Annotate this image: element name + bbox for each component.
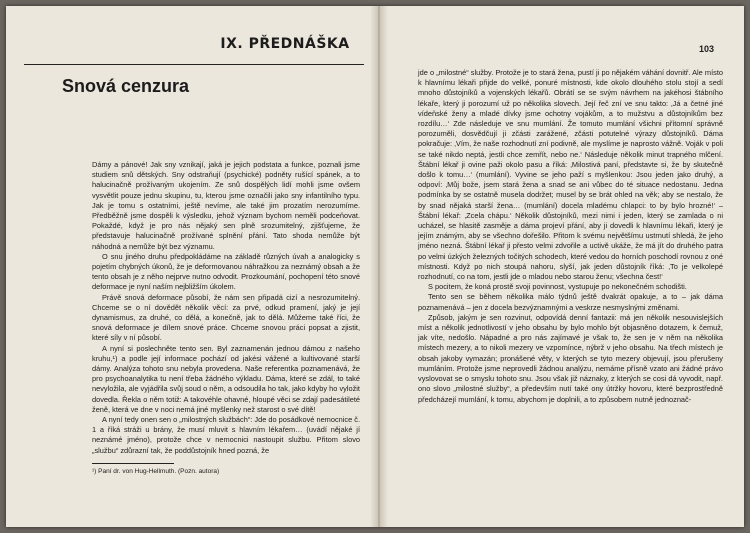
footnote: ¹) Paní dr. von Hug-Hellmuth. (Pozn. autora) <box>92 468 220 475</box>
left-page <box>6 6 370 527</box>
book-spread <box>6 6 744 527</box>
right-body-text <box>418 68 723 405</box>
chapter-header: IX. PŘEDNÁŠKA <box>220 36 350 52</box>
header-rule <box>24 64 364 65</box>
page-number: 103 <box>698 44 714 54</box>
paragraph: Právě snová deformace působí, že nám sen připadá cizí a nesrozumitelný. Chceme se o ní dovědět několik věcí: za prvé, odkud pramení, jaký je její dynamismus, za druhé, co dělá, a konečně, jak to dělá. Můžeme také říci, že snová deformace je dílem snové práce. Chceme snovou práci popsat a zjistit, které síly v ní působí. <box>92 292 360 343</box>
right-page <box>388 6 744 527</box>
paragraph: A nyní si poslechněte tento sen. Byl zaznamenán jednou dámou z našeho kruhu,¹) a podle její informace pochází od jakési vážené a kultivované starší dámy. Analýza tohoto snu nebyla provedena. Naše referentka poznamenává, že pro psychoanalytika tu není třeba žádného výkladu. Dáma, které se zdál, to také nevyložila, ale vyjádřila svůj soud o něm, a odsoudila ho tak, jako kdyby ho vyložit dovedla. Řekla o něm totiž: A takovéhle ohavné, hloupé věci se zdají padesátileté ženě, která ve dne v noci nemá jiné myšlenky než starost o své dítě! <box>92 343 360 414</box>
paragraph: Tento sen se během několika málo týdnů ještě dvakrát opakuje, a to – jak dáma poznamenává – jen z docela bezvýznamnými a veskrze nesmyslnými změnami. <box>418 292 723 312</box>
left-body-text <box>92 160 360 456</box>
paragraph: O snu jiného druhu předpokládáme na základě různých úvah a analogicky s pojetím chybných úkonů, že je deformovanou náhražkou za neznámý obsah a že tento obsah je z něho nejprve nutno odvodit. Prozkoumání, pochopení této snové deformace je nyní naším nejbližším úkolem. <box>92 251 360 292</box>
book-gutter <box>370 6 388 527</box>
paragraph: Dámy a pánové! Jak sny vznikají, jaká je jejich podstata a funkce, poznali jsme studiem snů dětských. Sny odstraňují (psychické) podněty rušící spánek, a to halucinačně prožívaným ukojením. Ze snů dospělých lidí mohli jsme ovšem vysvětlit pouze jednu skupinu, tu, kterou jsme označili jako sny infantilního typu. Jak je tomu s ostatními, ještě nevíme, ale také jim prozatím nerozumíme. Předběžně jsme dospěli k výsledku, jehož význam bychom neměli podceňovat. Pokaždé, když je pro nás nějaký sen plně srozumitelný, zjišťujeme, že představuje halucinačně prožívané splnění přání. Tato shoda nemůže být náhodná a nemůže být bez významu. <box>92 160 360 251</box>
paragraph: Způsob, jakým je sen rozvinut, odpovídá denní fantazii: má jen několik nesouvislejších míst a několik jednotlivostí v jeho obsahu by bylo mohlo být objasněno dotazem, k čemuž, jak víte, nedošlo. Nápadné a pro nás zajímavé je však to, že sen je v něm na několika místech mezery, a to nikoli mezery ve vzpomínce, nýbrž v jeho obsahu. Na třech místech je obsah jakoby vymazán; pronášené věty, v kterých se tyto mezery objevují, jsou přerušeny mumláním. Protože jsme neprovedli žádnou analýzu, nemáme přísně vzato ani žádné právo vyslovovat se o smyslu tohoto snu. Jsou však již náznaky, z kterých se cosi dá vyvodit, např. ono slovo „milostné služby“, a především nutí také ony útržky hovoru, které bezprostředně předcházejí mumlání, k tomu, abychom je doplnili, a to způsobem nutně jednoznač- <box>418 312 723 404</box>
footnote-rule <box>92 463 174 464</box>
paragraph: jde o „milostné“ služby. Protože je to stará žena, pustí ji po nějakém váhání dovnitř. Ale místo k hlavnímu lékaři přijde do velké, ponuré místnosti, kde okolo dlouhého stolu stojí a sedí mnoho důstojníků a vojenských lékařů. Obrátí se se svým návrhem na jakéhosi štábního lékaře, který ji porozumí už po několika slovech. Její řeč zní ve snu takto: ‚Já a četné jiné vídeňské ženy a mladé dívky jsme ochotny vojákům, a to mužstvu a důstojníkům bez rozdílu…‘ Zde následuje ve snu mumlání. Že tomuto mumlání všichni přítomní správně porozuměli, dosvědčují ji zčásti zarážené, zčásti potutelné výrazy důstojníků. Dáma pokračuje: ‚Vím, že naše rozhodnutí zní podivně, ale myslíme je naprosto vážně. Voják v poli se také nikdo neptá, jestli chce zemřít, nebo ne.‘ Následuje několik minut trapného mlčení. Štábní lékař ji ovine paži okolo pasu a říká: ‚Milostivá paní, představte si, že by skutečně došlo k tomu…‘ (mumlání). Vyvine se jeho paží s myšlenkou: Jsou jeden jako druhý, a odpoví: ‚Můj bože, jsem stará žena a snad se ani vůbec do té situace nedostanu. Jedna podmínka by se ostatně musela dodržet; musel by se brát ohled na věk; aby se nestalo, že by snad nějaká starší žena… (mumlání) docela mladému chlapci: to by bylo hrozné!‘ – Štábní lékař: ‚Zcela chápu.‘ Několik důstojníků, mezi nimi i jeden, který se zamlada o ni ucházel, se hlasitě zasměje a dáma projeví přání, aby ji dovedli k hlavnímu lékaři, který je jejím známým, aby se všechno dořešilo. Přitom k svému největšímu ustrnutí shledá, že jeho jméno nezná. Štábní lékař ji přesto velmi zdvořile a uctivě ukáže, že má jít do druhého patra po velmi úzkých železných točitých schodech, které vedou do horních poschodí rovnou z oné místnosti. Když po nich stoupá nahoru, slyší, jak jeden důstojník říká: ‚To je velkolepé rozhodnutí, co na tom, jestli jde o mladou nebo starou ženu; všechna čest!‘ <box>418 68 723 282</box>
paragraph: S pocitem, že koná prostě svoji povinnost, vystupuje po nekonečném schodišti. <box>428 282 687 292</box>
paragraph: A nyní tedy onen sen o „milostných službách“: Jde do posádkové nemocnice č. 1 a říká stráži u brány, že musí mluvit s hlavním lékařem… (uvádí nějaké jí neznámé jméno), protože chce v nemocnici nastoupit službu. Přitom slovo „službu“ zdůrazní tak, že poddůstojník hned pozná, že <box>92 415 360 455</box>
chapter-title: Snová cenzura <box>62 76 190 96</box>
